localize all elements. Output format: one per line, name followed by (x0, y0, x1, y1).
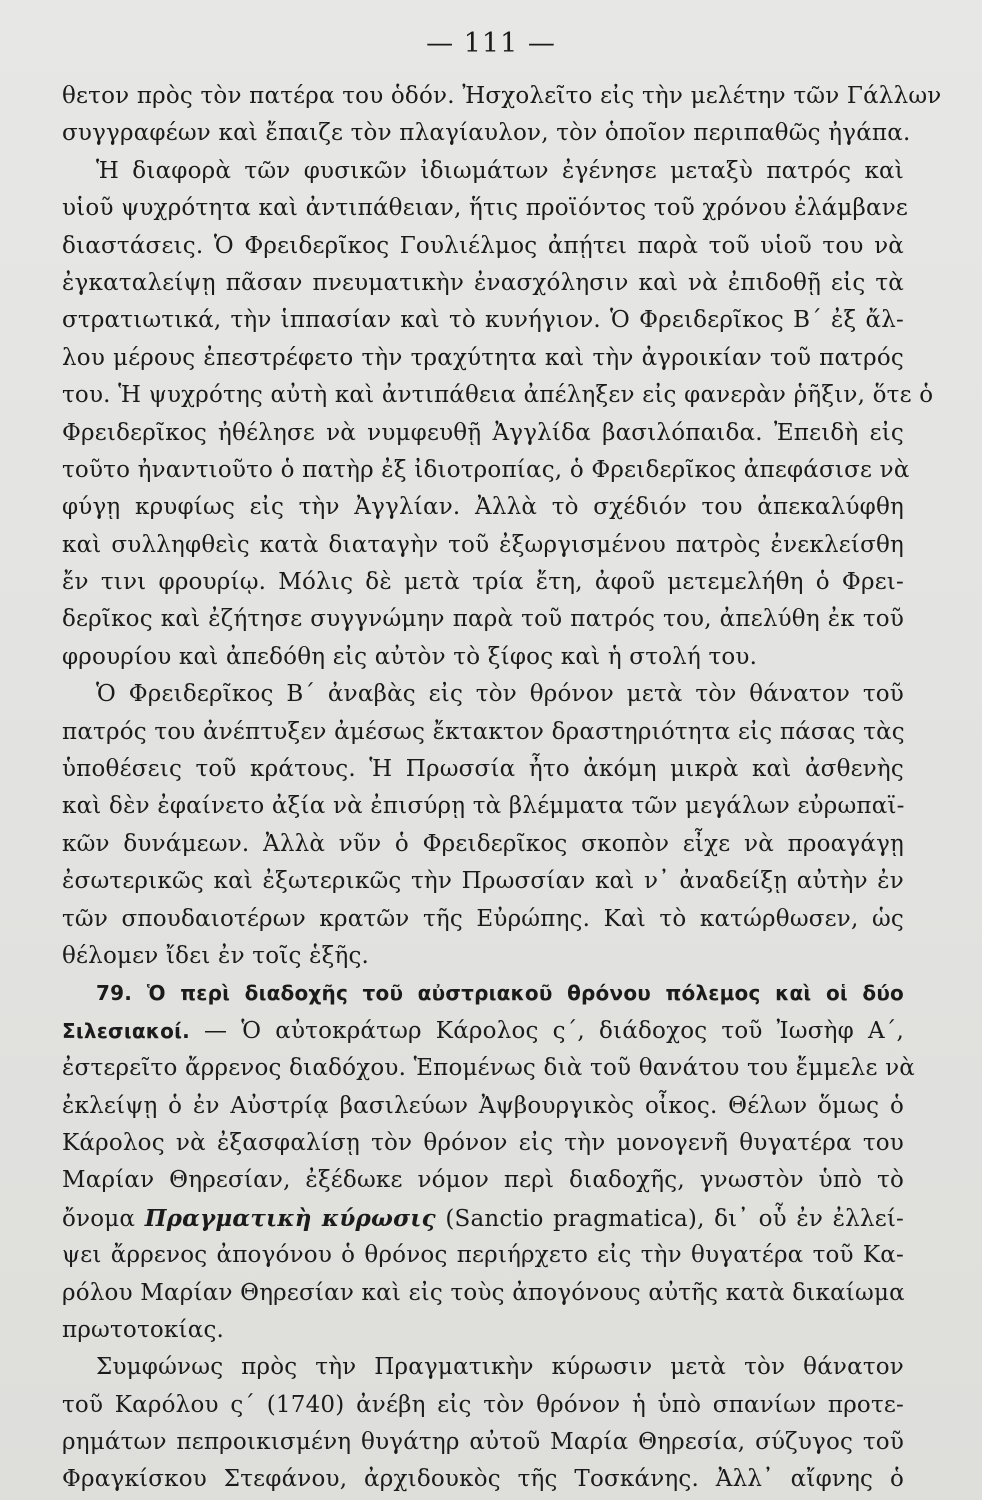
section-title-end: Σιλεσιακοί. (62, 1018, 190, 1043)
text-line: καὶ δὲν ἐφαίνετο ἀξία νὰ ἐπισύρῃ τὰ βλέμματα τῶν μεγάλων εὐρωπαϊ- (62, 793, 905, 820)
section-text-start: — Ὁ αὐτοκράτωρ Κάρολος ς´, διάδοχος τοῦ Ἰωσὴφ Α´, (203, 1017, 905, 1044)
text-line: πατρός του ἀνέπτυξεν ἀμέσως ἔκτακτον δραστηριότητα εἰς πάσας τὰς (62, 718, 905, 745)
text-line: φύγῃ κρυφίως εἰς τὴν Ἀγγλίαν. Ἀλλὰ τὸ σχέδιόν του ἀπεκαλύφθη (62, 494, 904, 521)
text-line: ὑποθέσεις τοῦ κράτους. Ἡ Πρωσσία ἦτο ἀκόμη μικρὰ καὶ ἀσθενὴς (62, 756, 904, 783)
text-line: τῶν σπουδαιοτέρων κρατῶν τῆς Εὐρώπης. Καὶ τὸ κατώρθωσεν, ὡς (62, 905, 904, 932)
body-text (62, 78, 942, 1499)
text-line: ἐσωτερικῶς καὶ ἐξωτερικῶς τὴν Πρωσσίαν καὶ ν᾽ ἀναδείξῃ αὐτὴν ἐν (62, 868, 904, 895)
section-number: 79. (96, 981, 133, 1006)
text-line: ρόλου Μαρίαν Θηρεσίαν καὶ εἰς τοὺς ἀπογόνους αὐτῆς κατὰ δικαίωμα (62, 1279, 905, 1306)
text-line: στρατιωτικά, τὴν ἱππασίαν καὶ τὸ κυνήγιον. Ὁ Φρειδερῖκος Β´ ἐξ ἄλ- (62, 307, 904, 334)
text-line: ρημάτων πεπροικισμένη θυγάτηρ αὐτοῦ Μαρία Θηρεσία, σύζυγος τοῦ (62, 1429, 904, 1456)
text-line: Φρειδερῖκος ἠθέλησε νὰ νυμφευθῇ Ἀγγλίδα βασιλόπαιδα. Ἐπειδὴ εἰς (62, 419, 904, 446)
text-line: Συμφώνως πρὸς τὴν Πραγματικὴν κύρωσιν μετὰ τὸν θάνατον (96, 1354, 904, 1381)
text-line: Ἡ διαφορὰ τῶν φυσικῶν ἰδιωμάτων ἐγένησε μεταξὺ πατρός καὶ (96, 157, 904, 184)
text-line: ἐκλείψῃ ὁ ἐν Αὐστρίᾳ βασιλεύων Ἀψβουργικὸς οἶκος. Θέλων ὅμως ὁ (62, 1092, 904, 1119)
onoma-suffix: (Sanctio pragmatica), δι᾽ οὗ ἐν ἐλλεί- (445, 1205, 905, 1232)
highlighted-term: Πραγματικὴ κύρωσις (144, 1204, 436, 1232)
section-title: Ὁ περὶ διαδοχῆς τοῦ αὐστριακοῦ θρόνου πόλεμος καὶ οἱ δύο (146, 981, 904, 1006)
text-line: λου μέρους ἐπεστρέφετο τὴν τραχύτητα καὶ τὴν ἀγροικίαν τοῦ πατρός (62, 344, 904, 371)
text-line: διαστάσεις. Ὁ Φρειδερῖκος Γουλιέλμος ἀπῄτει παρὰ τοῦ υἱοῦ του νὰ (62, 232, 904, 259)
text-line: Μαρίαν Θηρεσίαν, ἐξέδωκε νόμον περὶ διαδοχῆς, γνωστὸν ὑπὸ τὸ (62, 1167, 904, 1194)
text-line: Κάρολος νὰ ἐξασφαλίσῃ τὸν θρόνον εἰς τὴν μονογενῆ θυγατέρα του (62, 1129, 904, 1156)
text-line: θέλομεν ἴδει ἐν τοῖς ἑξῆς. (62, 942, 370, 969)
text-line: κῶν δυνάμεων. Ἀλλὰ νῦν ὁ Φρειδερῖκος σκοπὸν εἶχε νὰ προαγάγῃ (62, 830, 904, 857)
text-line: συγγραφέων καὶ ἔπαιζε τὸν πλαγίαυλον, τὸν ὁποῖον περιπαθῶς ἠγάπα. (62, 120, 911, 147)
section-heading (62, 975, 904, 1012)
text-line: υἱοῦ ψυχρότητα καὶ ἀντιπάθειαν, ἥτις προϊόντος τοῦ χρόνου ἐλάμβανε (62, 195, 909, 222)
text-line: του. Ἡ ψυχρότης αὐτὴ καὶ ἀντιπάθεια ἀπέληξεν εἰς φανερὰν ῥῆξιν, ὅτε ὁ (62, 382, 934, 409)
text-line-with-term (62, 1200, 904, 1237)
text-line: φρουρίου καὶ ἀπεδόθη εἰς αὐτὸν τὸ ξίφος καὶ ἡ στολή του. (62, 643, 758, 670)
text-line: πρωτοτοκίας. (62, 1316, 225, 1343)
text-line: Ὁ Φρειδερῖκος Β´ ἀναβὰς εἰς τὸν θρόνον μετὰ τὸν θάνατον τοῦ (96, 681, 904, 708)
text-line: ἐστερεῖτο ἄρρενος διαδόχου. Ἑπομένως διὰ τοῦ θανάτου του ἔμμελε νὰ (62, 1055, 915, 1082)
text-line: Φραγκίσκου Στεφάνου, ἀρχιδουκὸς τῆς Τοσκάνης. Ἀλλ᾽ αἴφνης ὁ (62, 1466, 904, 1493)
text-line: ἔν τινι φρουρίῳ. Μόλις δὲ μετὰ τρία ἔτη, ἀφοῦ μετεμελήθη ὁ Φρει- (62, 569, 904, 596)
text-line: τοῦτο ἠναντιοῦτο ὁ πατὴρ ἐξ ἰδιοτροπίας, ὁ Φρειδερῖκος ἀπεφάσισε νὰ (62, 456, 910, 483)
text-line: καὶ συλληφθεὶς κατὰ διαταγὴν τοῦ ἐξωργισμένου πατρὸς ἐνεκλείσθη (62, 531, 904, 558)
text-line: τοῦ Καρόλου ς´ (1740) ἀνέβη εἰς τὸν θρόνον ἡ ὑπὸ σπανίων προτε- (62, 1391, 904, 1418)
section-heading-continued (62, 1013, 904, 1050)
onoma-prefix: ὄνομα (62, 1205, 136, 1232)
text-line: ψει ἄρρενος ἀπογόνου ὁ θρόνος περιήρχετο εἰς τὴν θυγατέρα τοῦ Κα- (62, 1242, 904, 1269)
text-line: θετον πρὸς τὸν πατέρα του ὁδόν. Ἠσχολεῖτο εἰς τὴν μελέτην τῶν Γάλλων (62, 83, 942, 109)
text-line: δερῖκος καὶ ἐζήτησε συγγνώμην παρὰ τοῦ πατρός του, ἀπελύθη ἐκ τοῦ (62, 606, 904, 633)
text-line: ἐγκαταλείψῃ πᾶσαν πνευματικὴν ἐνασχόλησιν καὶ νὰ ἐπιδοθῇ εἰς τὰ (62, 269, 904, 296)
page-number: — 111 — (426, 28, 556, 59)
